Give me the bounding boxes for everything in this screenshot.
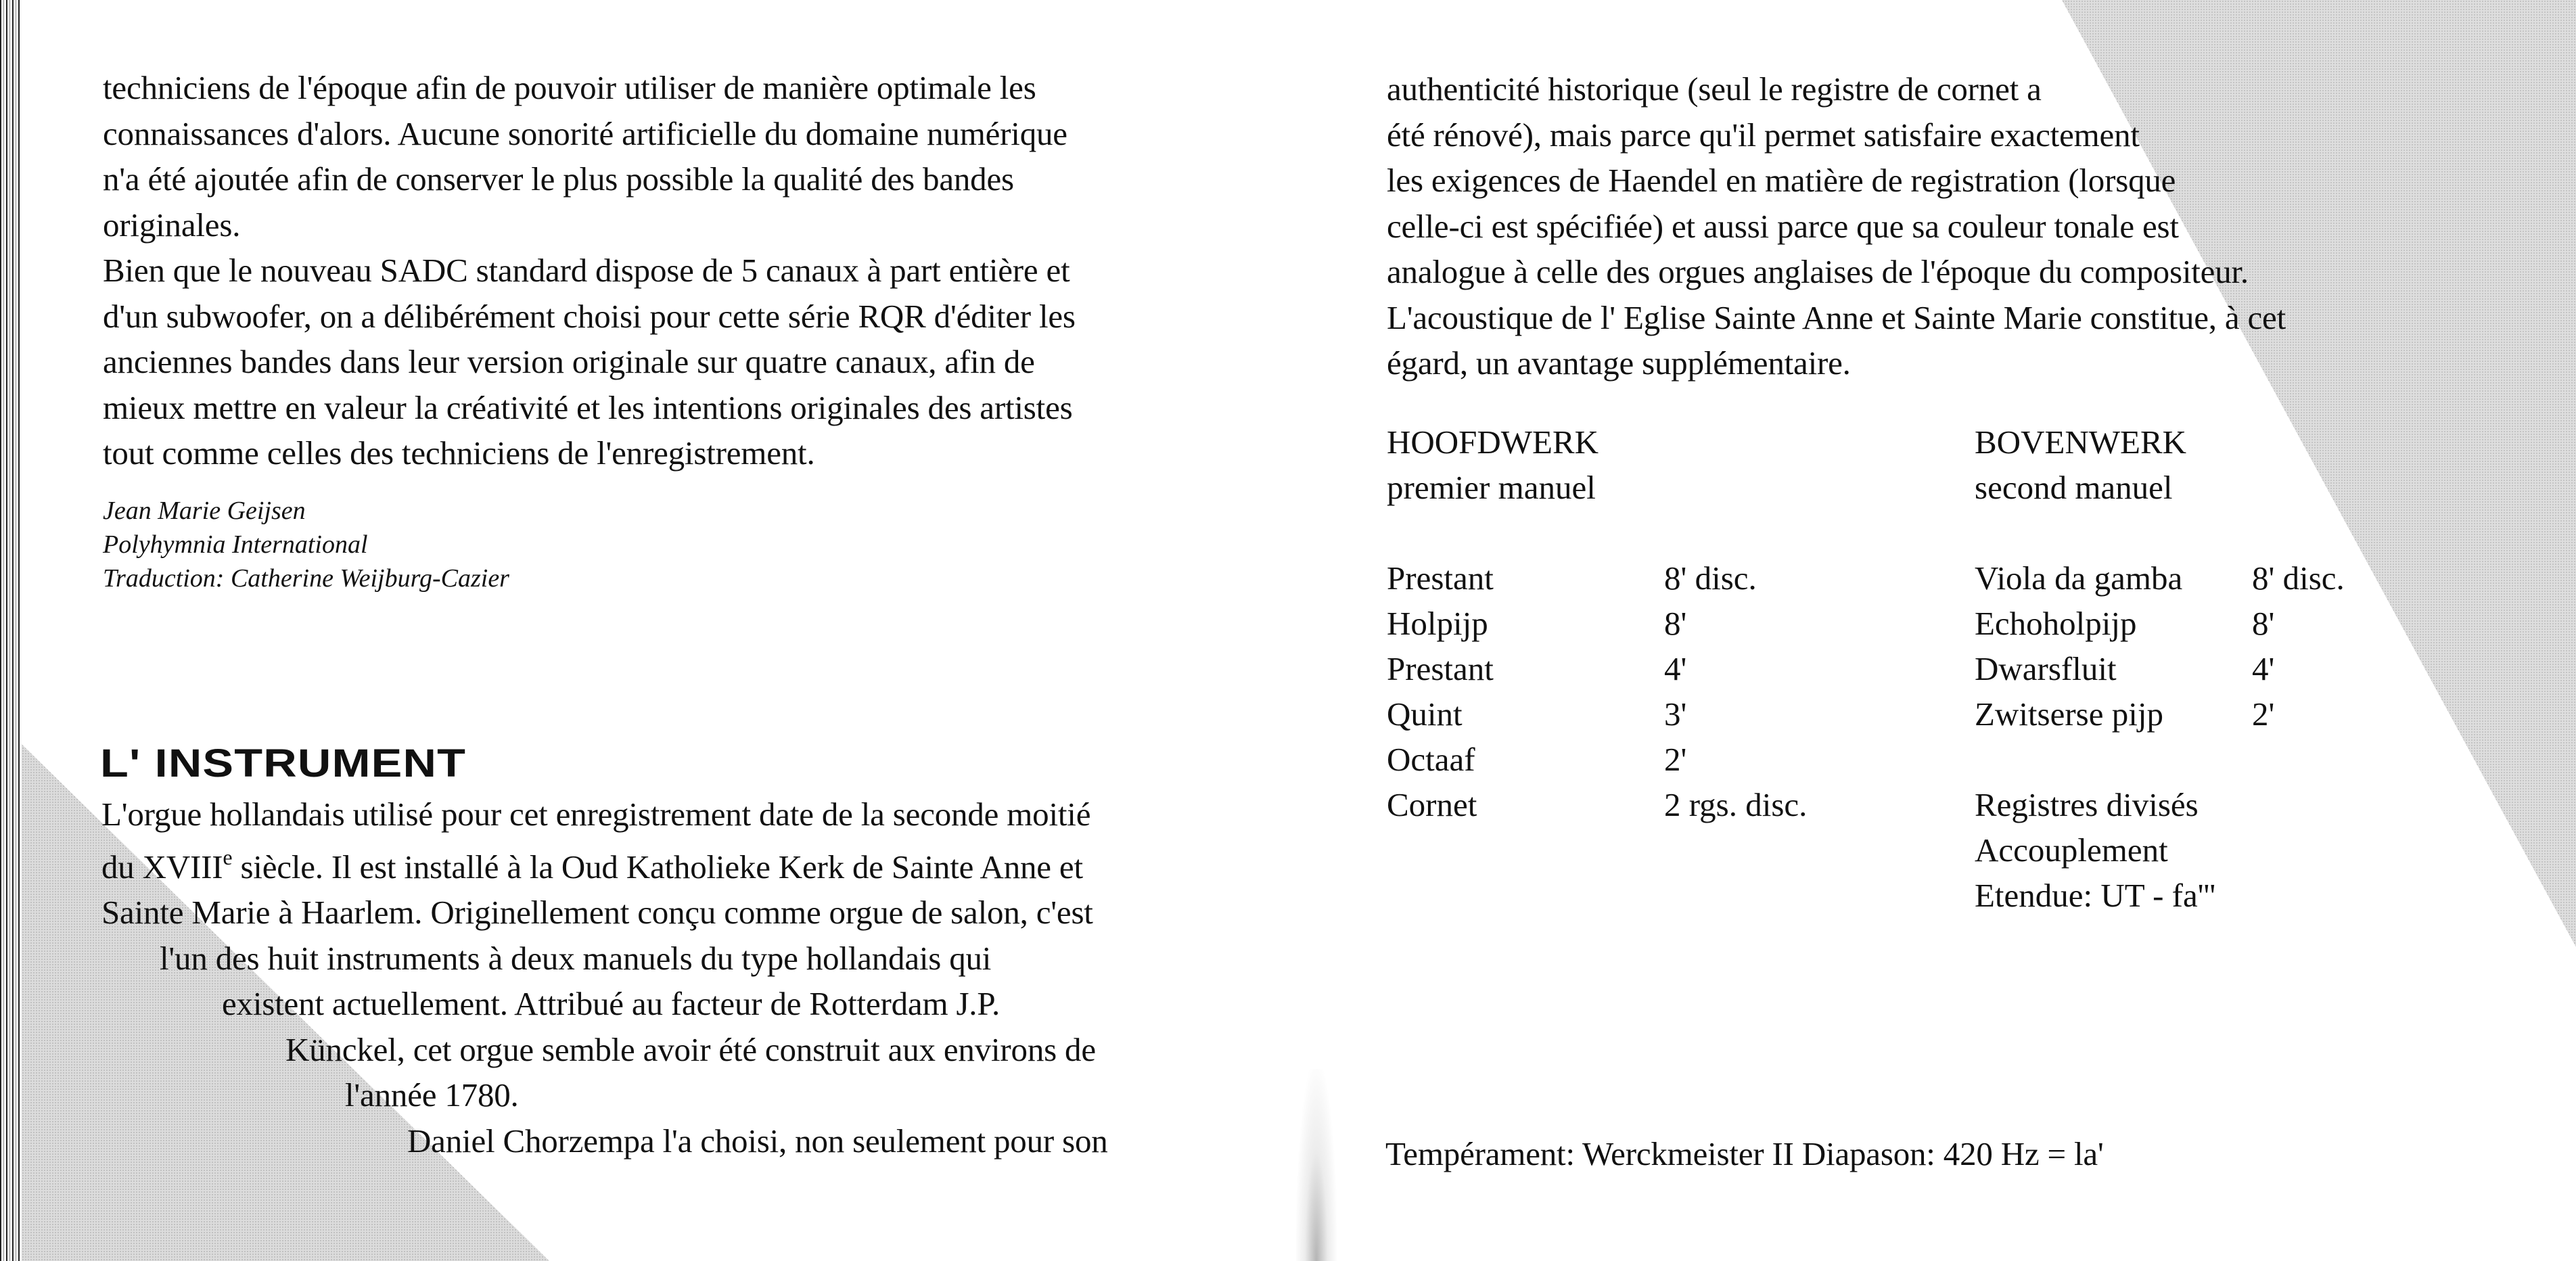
stop-row (1975, 691, 2448, 737)
stop-size: 8' disc. (1664, 559, 1757, 597)
organ-note: Etendue: UT - fa''' (1975, 877, 2216, 914)
stop-size: 8' (1664, 605, 1687, 642)
fold-shadow (1296, 1069, 1337, 1261)
text-line: existent actuellement. Attribué au facteur de Rotterdam J.P. (222, 985, 1001, 1022)
text-line: originales. (103, 206, 241, 244)
stop-name: Prestant (1387, 559, 1494, 597)
stop-name: Cornet (1387, 786, 1477, 823)
text-line: d'un subwoofer, on a délibérément choisi pour cette série RQR d'éditer les (103, 297, 1076, 335)
manual-title: HOOFDWERK (1387, 423, 1599, 461)
manual-title: BOVENWERK (1975, 423, 2187, 461)
text-line: authenticité historique (seul le registre de cornet a (1387, 70, 2042, 108)
text-line: L'acoustique de l' Eglise Sainte Anne et Sainte Marie constitue, à cet (1387, 298, 2286, 336)
manual-subtitle: second manuel (1975, 469, 2173, 506)
stop-size: 4' (1664, 650, 1687, 687)
superscript: e (223, 844, 233, 869)
text-line: Daniel Chorzempa l'a choisi, non seulement pour son (407, 1122, 1108, 1160)
stop-row (1387, 737, 1820, 782)
hoofdwerk-column (1387, 419, 1820, 827)
stop-size: 8' disc. (2252, 559, 2345, 597)
stop-row (1387, 691, 1820, 737)
stop-size: 2' (1664, 741, 1687, 778)
stop-size: 3' (1664, 695, 1687, 733)
stop-size: 2' (2252, 695, 2275, 733)
stop-name: Octaaf (1387, 741, 1475, 778)
stop-row (1975, 555, 2448, 601)
stop-size: 2 rgs. disc. (1664, 786, 1808, 823)
stop-name: Dwarsfluit (1975, 650, 2117, 687)
stop-size: 8' (2252, 605, 2275, 642)
right-page (1288, 0, 2576, 1261)
manual-subtitle: premier manuel (1387, 469, 1596, 506)
stop-name: Echoholpijp (1975, 605, 2137, 642)
text-line (101, 844, 1108, 890)
text-line: Künckel, cet orgue semble avoir été construit aux environs de (285, 1030, 1096, 1068)
section-heading: L' INSTRUMENT (100, 741, 467, 785)
stop-row (1387, 782, 1820, 827)
stop-row (1387, 601, 1820, 646)
text-line: techniciens de l'époque afin de pouvoir utiliser de manière optimale les (103, 69, 1036, 106)
stop-name: Viola da gamba (1975, 559, 2183, 597)
text-line: égard, un avantage supplémentaire. (1387, 344, 1851, 382)
text-fragment: du XVIII (101, 848, 223, 886)
text-line: mieux mettre en valeur la créativité et les intentions originales des artistes (103, 388, 1073, 426)
organ-note: Accouplement (1975, 831, 2168, 869)
instrument-paragraph (101, 792, 1108, 1164)
organ-note: Registres divisés (1975, 786, 2199, 823)
signature-block (103, 494, 509, 595)
text-line: celle-ci est spécifiée) et aussi parce que sa couleur tonale est (1387, 207, 2179, 245)
stop-row (1387, 555, 1820, 601)
signature-organization: Polyhymnia International (103, 530, 368, 559)
text-line: été rénové), mais parce qu'il permet satisfaire exactement (1387, 116, 2140, 154)
text-line: connaissances d'alors. Aucune sonorité artificielle du domaine numérique (103, 114, 1067, 152)
text-line: analogue à celle des orgues anglaises de l'époque du compositeur. (1387, 253, 2249, 290)
bovenwerk-column (1975, 419, 2448, 918)
text-line: Bien que le nouveau SADC standard dispose de 5 canaux à part entière et (103, 252, 1070, 289)
intro-paragraph (103, 65, 1076, 476)
signature-author: Jean Marie Geijsen (103, 497, 306, 525)
stop-row (1975, 646, 2448, 691)
stop-row (1387, 646, 1820, 691)
text-line: L'orgue hollandais utilisé pour cet enregistrement date de la seconde moitié (101, 796, 1091, 833)
binding-edge (0, 0, 22, 1261)
intro-paragraph (1387, 66, 2286, 386)
stop-row (1975, 601, 2448, 646)
signature-translation: Traduction: Catherine Weijburg-Cazier (103, 564, 509, 593)
text-line: anciennes bandes dans leur version originale sur quatre canaux, afin de (103, 343, 1035, 380)
temperament-footer: Tempérament: Werckmeister II Diapason: 420 Hz = la' (1385, 1135, 2104, 1172)
text-line: tout comme celles des techniciens de l'enregistrement. (103, 434, 815, 472)
text-line: les exigences de Haendel en matière de registration (lorsque (1387, 162, 2176, 199)
text-fragment: siècle. Il est installé à la Oud Katholieke Kerk de Sainte Anne et (232, 848, 1083, 886)
stop-name: Prestant (1387, 650, 1494, 687)
text-line: l'année 1780. (345, 1076, 519, 1114)
text-line: n'a été ajoutée afin de conserver le plus possible la qualité des bandes (103, 160, 1014, 198)
stop-name: Zwitserse pijp (1975, 695, 2163, 733)
stop-name: Quint (1387, 695, 1463, 733)
stop-name: Holpijp (1387, 605, 1488, 642)
stop-size: 4' (2252, 650, 2275, 687)
text-line: l'un des huit instruments à deux manuels du type hollandais qui (160, 939, 992, 977)
text-line: Sainte Marie à Haarlem. Originellement conçu comme orgue de salon, c'est (101, 894, 1093, 931)
